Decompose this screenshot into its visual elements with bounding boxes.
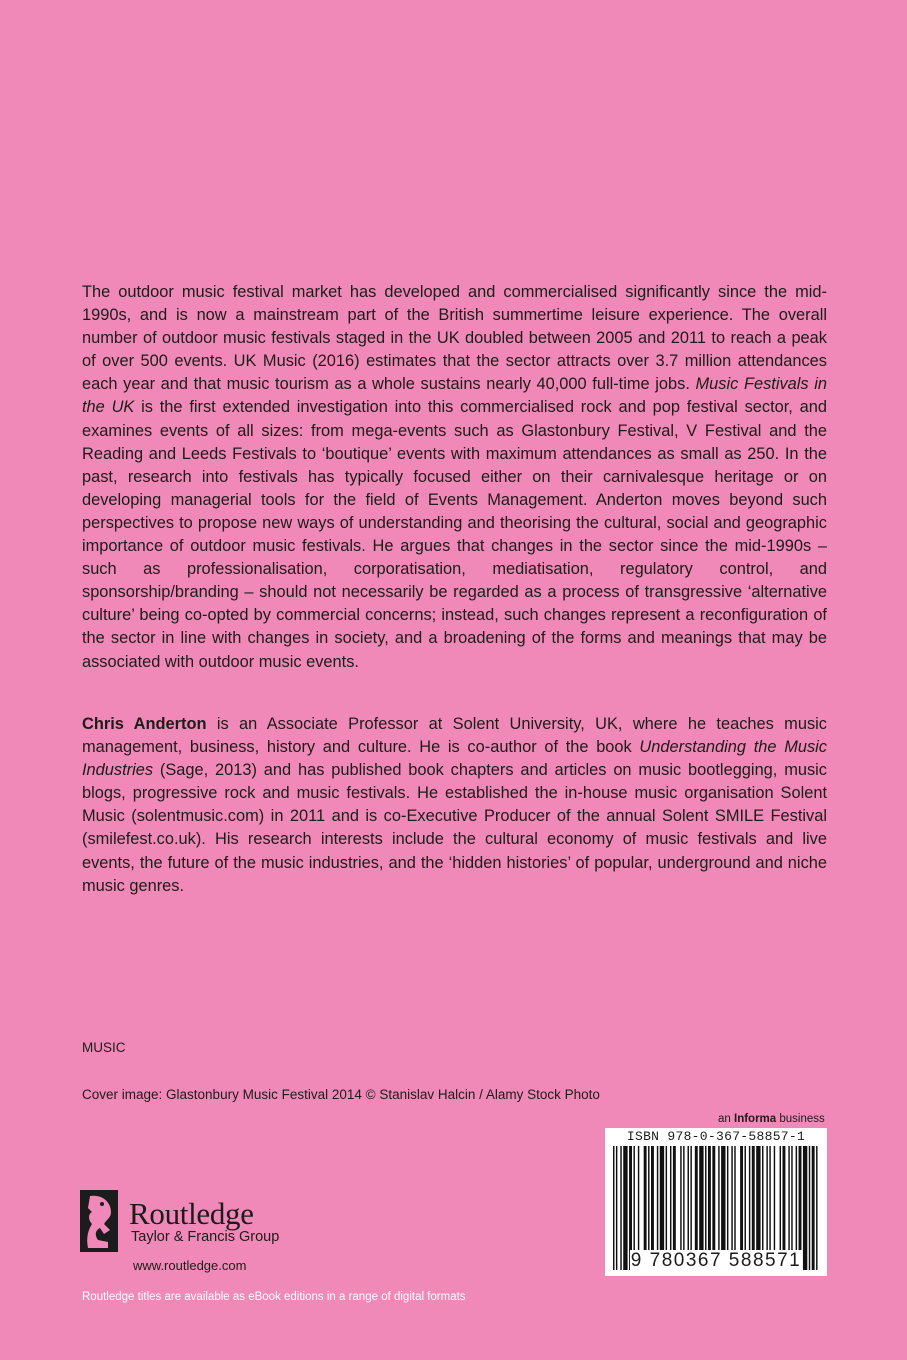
- informa-tagline: an Informa business: [718, 1113, 825, 1125]
- ebook-note: Routledge titles are available as eBook editions in a range of digital formats: [82, 1291, 466, 1303]
- blurb-paragraph: [82, 281, 827, 674]
- book-title: Music Festivals in the UK: [82, 375, 827, 417]
- routledge-knight-icon: [80, 1190, 118, 1252]
- isbn-label: ISBN 978-0-367-58857-1: [626, 1129, 806, 1144]
- routledge-logo: [80, 1190, 300, 1252]
- author-name: Chris Anderton: [82, 715, 207, 733]
- blurb-text-1: The outdoor music festival market has developed and commercialised significantly since the mid-1990s, and is now a mainstream part of the British summertime leisure experience. The overall number of outdoor music festivals staged in the UK doubled between 2005 and 2011 to reach a peak of over 500 events. UK Music (2016) estimates that the sector attracts over 3.7 million attendances each year and that music tourism as a whole sustains nearly 40,000 full-time jobs.: [82, 283, 827, 394]
- isbn-digits: 9 780367 588571: [630, 1250, 802, 1271]
- bio-text-2: (Sage, 2013) and has published book chapters and articles on music bootlegging, music blogs, progressive rock and music festivals. He established the in-house music organisation Solent Music (solentmusic.com) in 2011 and is co-Executive Producer of the annual Solent SMILE Festival (smilefest.co.uk). His research interests include the cultural economy of music festivals and live events, the future of the music industries, and the ‘hidden histories’ of popular, underground and niche music genres.: [82, 761, 827, 895]
- isbn-barcode: [605, 1128, 827, 1276]
- publisher-group: Taylor & Francis Group: [131, 1229, 280, 1245]
- blurb-text-2: is the first extended investigation into this commercialised rock and pop festival sector, and examines events of all sizes: from mega-events such as Glastonbury Festival, V Festival and the Reading and Leeds Festivals to ‘boutique’ events with maximum attendances as small as 250. In the past, research into festivals has typically focused either on their carnivalesque heritage or on developing managerial tools for the field of Events Management. Anderton moves beyond such perspectives to propose new ways of understanding and theorising the cultural, social and geographic importance of outdoor music festivals. He argues that changes in the sector since the mid-1990s – such as professionalisation, corporatisation, mediatisation, regulatory control, and sponsorship/branding – should not necessarily be regarded as a process of transgressive ‘alternative culture’ being co-opted by commercial concerns; instead, such changes represent a reconfiguration of the sector in line with changes in society, and a broadening of the forms and meanings that may be associated with outdoor music events.: [82, 398, 827, 671]
- author-bio: [82, 713, 827, 898]
- publisher-name: Routledge: [129, 1196, 254, 1231]
- informa-brand: Informa: [734, 1113, 777, 1125]
- publisher-website[interactable]: www.routledge.com: [133, 1258, 247, 1273]
- coauthored-book-title: Understanding the Music Industries: [82, 738, 827, 780]
- bio-text-1: is an Associate Professor at Solent University, UK, where he teaches music management, business, history and culture. He is co-author of the book: [82, 715, 827, 757]
- cover-image-credit: Cover image: Glastonbury Music Festival 2014 © Stanislav Halcin / Alamy Stock Photo: [82, 1087, 600, 1102]
- subject-category: MUSIC: [82, 1040, 126, 1055]
